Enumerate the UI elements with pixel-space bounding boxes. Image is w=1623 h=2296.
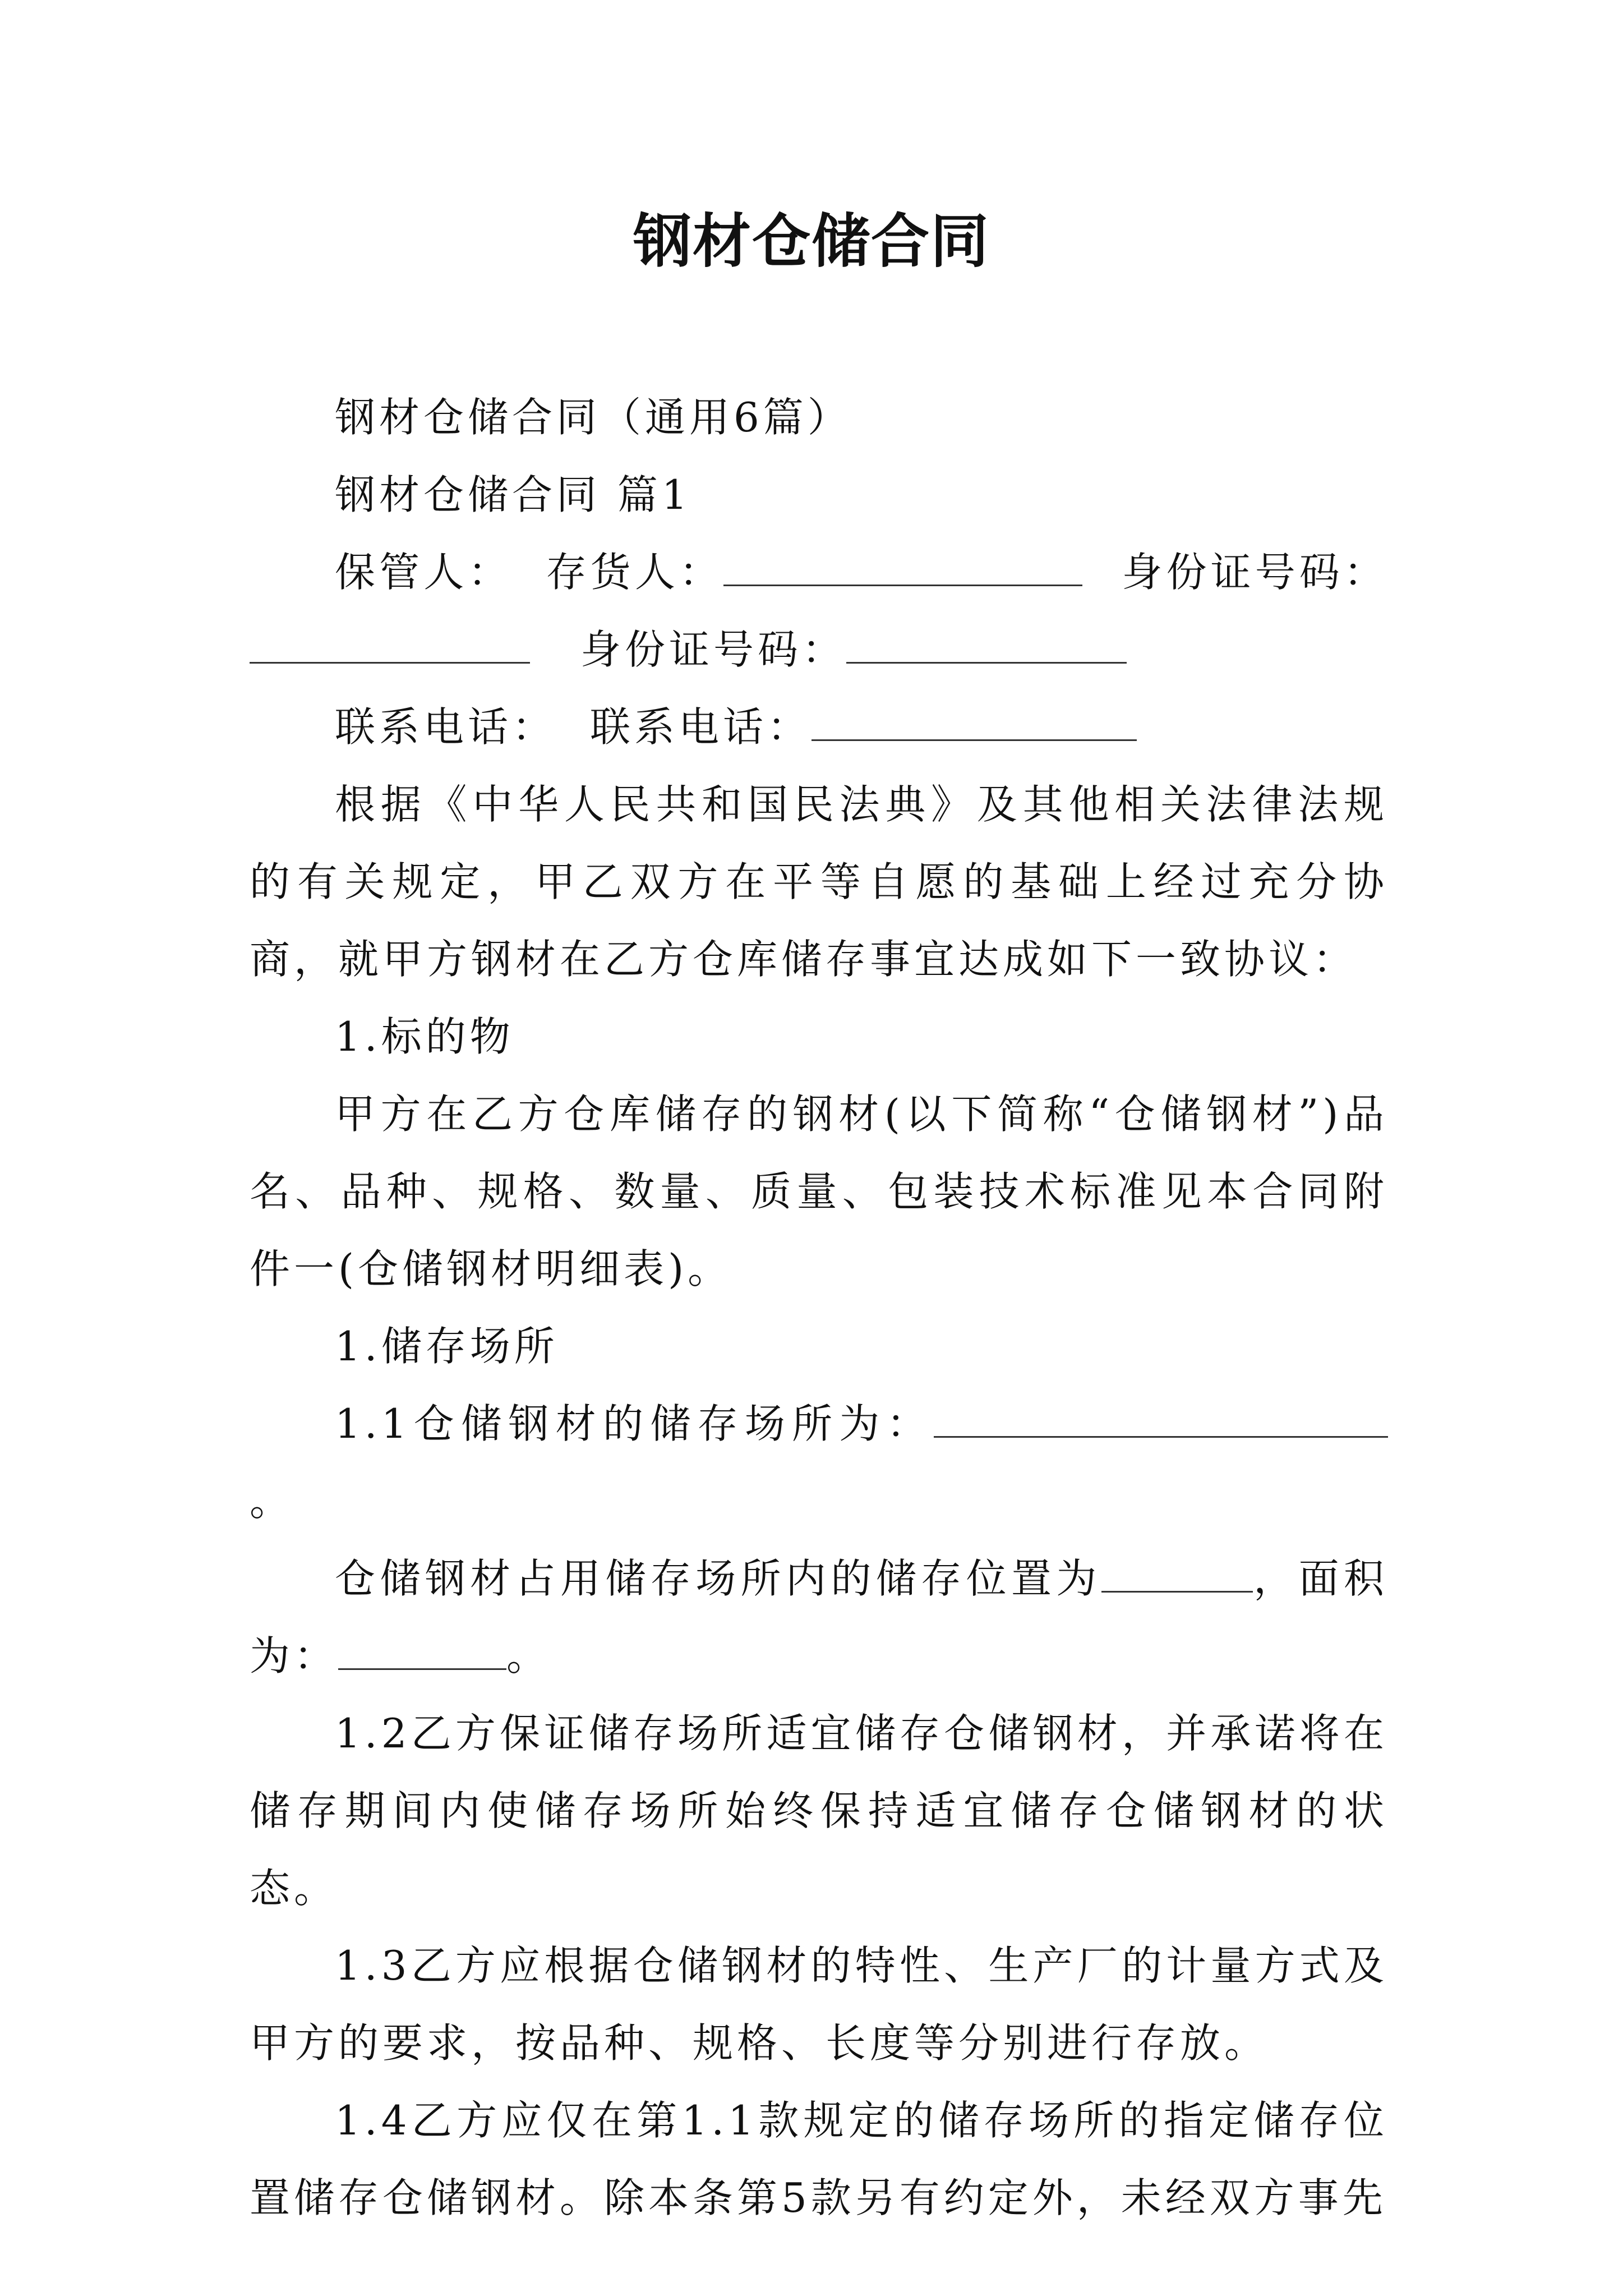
storage-place-blank[interactable] — [934, 1397, 1388, 1438]
location-blank[interactable] — [1101, 1552, 1253, 1593]
id-blank-1[interactable] — [250, 623, 530, 664]
phone-blank[interactable] — [811, 700, 1137, 741]
depositor-label: 存货人： — [546, 549, 724, 596]
location-suffix: 。 — [506, 1632, 551, 1680]
id-label-2: 身份证号码： — [580, 626, 847, 673]
custodian-label: 保管人： — [335, 549, 513, 596]
clause-2-title: 1.储存场所 — [335, 1323, 559, 1370]
clause-2-1-prefix: 1.1仓储钢材的储存场所为： — [335, 1400, 934, 1447]
id-blank-2[interactable] — [846, 623, 1127, 664]
document-title: 钢材仓储合同 — [633, 207, 990, 275]
location-mid: ，面积为： — [250, 1555, 1388, 1680]
clause-2-2: 1.2乙方保证储存场所适宜储存仓储钢材，并承诺将在储存期间内使储存场所始终保持适宜储存仓储钢材的状态。 — [250, 1710, 1388, 1912]
clause-1-title: 1.标的物 — [335, 1013, 514, 1060]
preamble-paragraph: 根据《中华人民共和国民法典》及其他相关法律法规的有关规定，甲乙双方在平等自愿的基础上经过充分协商，就甲方钢材在乙方仓库储存事宜达成如下一致协议： — [250, 781, 1388, 983]
clause-2-location — [250, 1540, 1388, 1695]
phone-label-1: 联系电话： — [335, 703, 557, 751]
clause-2-1 — [250, 1385, 1388, 1540]
location-prefix: 仓储钢材占用储存场所内的储存位置为 — [335, 1555, 1101, 1602]
section-heading: 钢材仓储合同 篇1 — [335, 471, 691, 518]
parties-line — [250, 533, 1388, 688]
depositor-blank[interactable] — [723, 545, 1082, 586]
area-blank[interactable] — [338, 1629, 506, 1670]
clause-2-3: 1.3乙方应根据仓储钢材的特性、生产厂的计量方式及甲方的要求，按品种、规格、长度等分别进行存放。 — [250, 1942, 1388, 2067]
clause-1-text: 甲方在乙方仓库储存的钢材(以下简称“仓储钢材”)品名、品种、规格、数量、质量、包装技术标准见本合同附件一(仓储钢材明细表)。 — [250, 1091, 1388, 1292]
document-body — [250, 379, 1388, 2237]
clause-2-1-suffix: 。 — [250, 1478, 294, 1525]
phone-label-2: 联系电话： — [590, 703, 812, 751]
phone-line — [250, 688, 1388, 766]
clause-2-4: 1.4乙方应仅在第1.1款规定的储存场所的指定储存位置储存仓储钢材。除本条第5款另有约定外，未经双方事先 — [250, 2097, 1388, 2221]
id-label-1: 身份证号码： — [1122, 549, 1388, 596]
subtitle: 钢材仓储合同（通用6篇） — [335, 394, 852, 441]
